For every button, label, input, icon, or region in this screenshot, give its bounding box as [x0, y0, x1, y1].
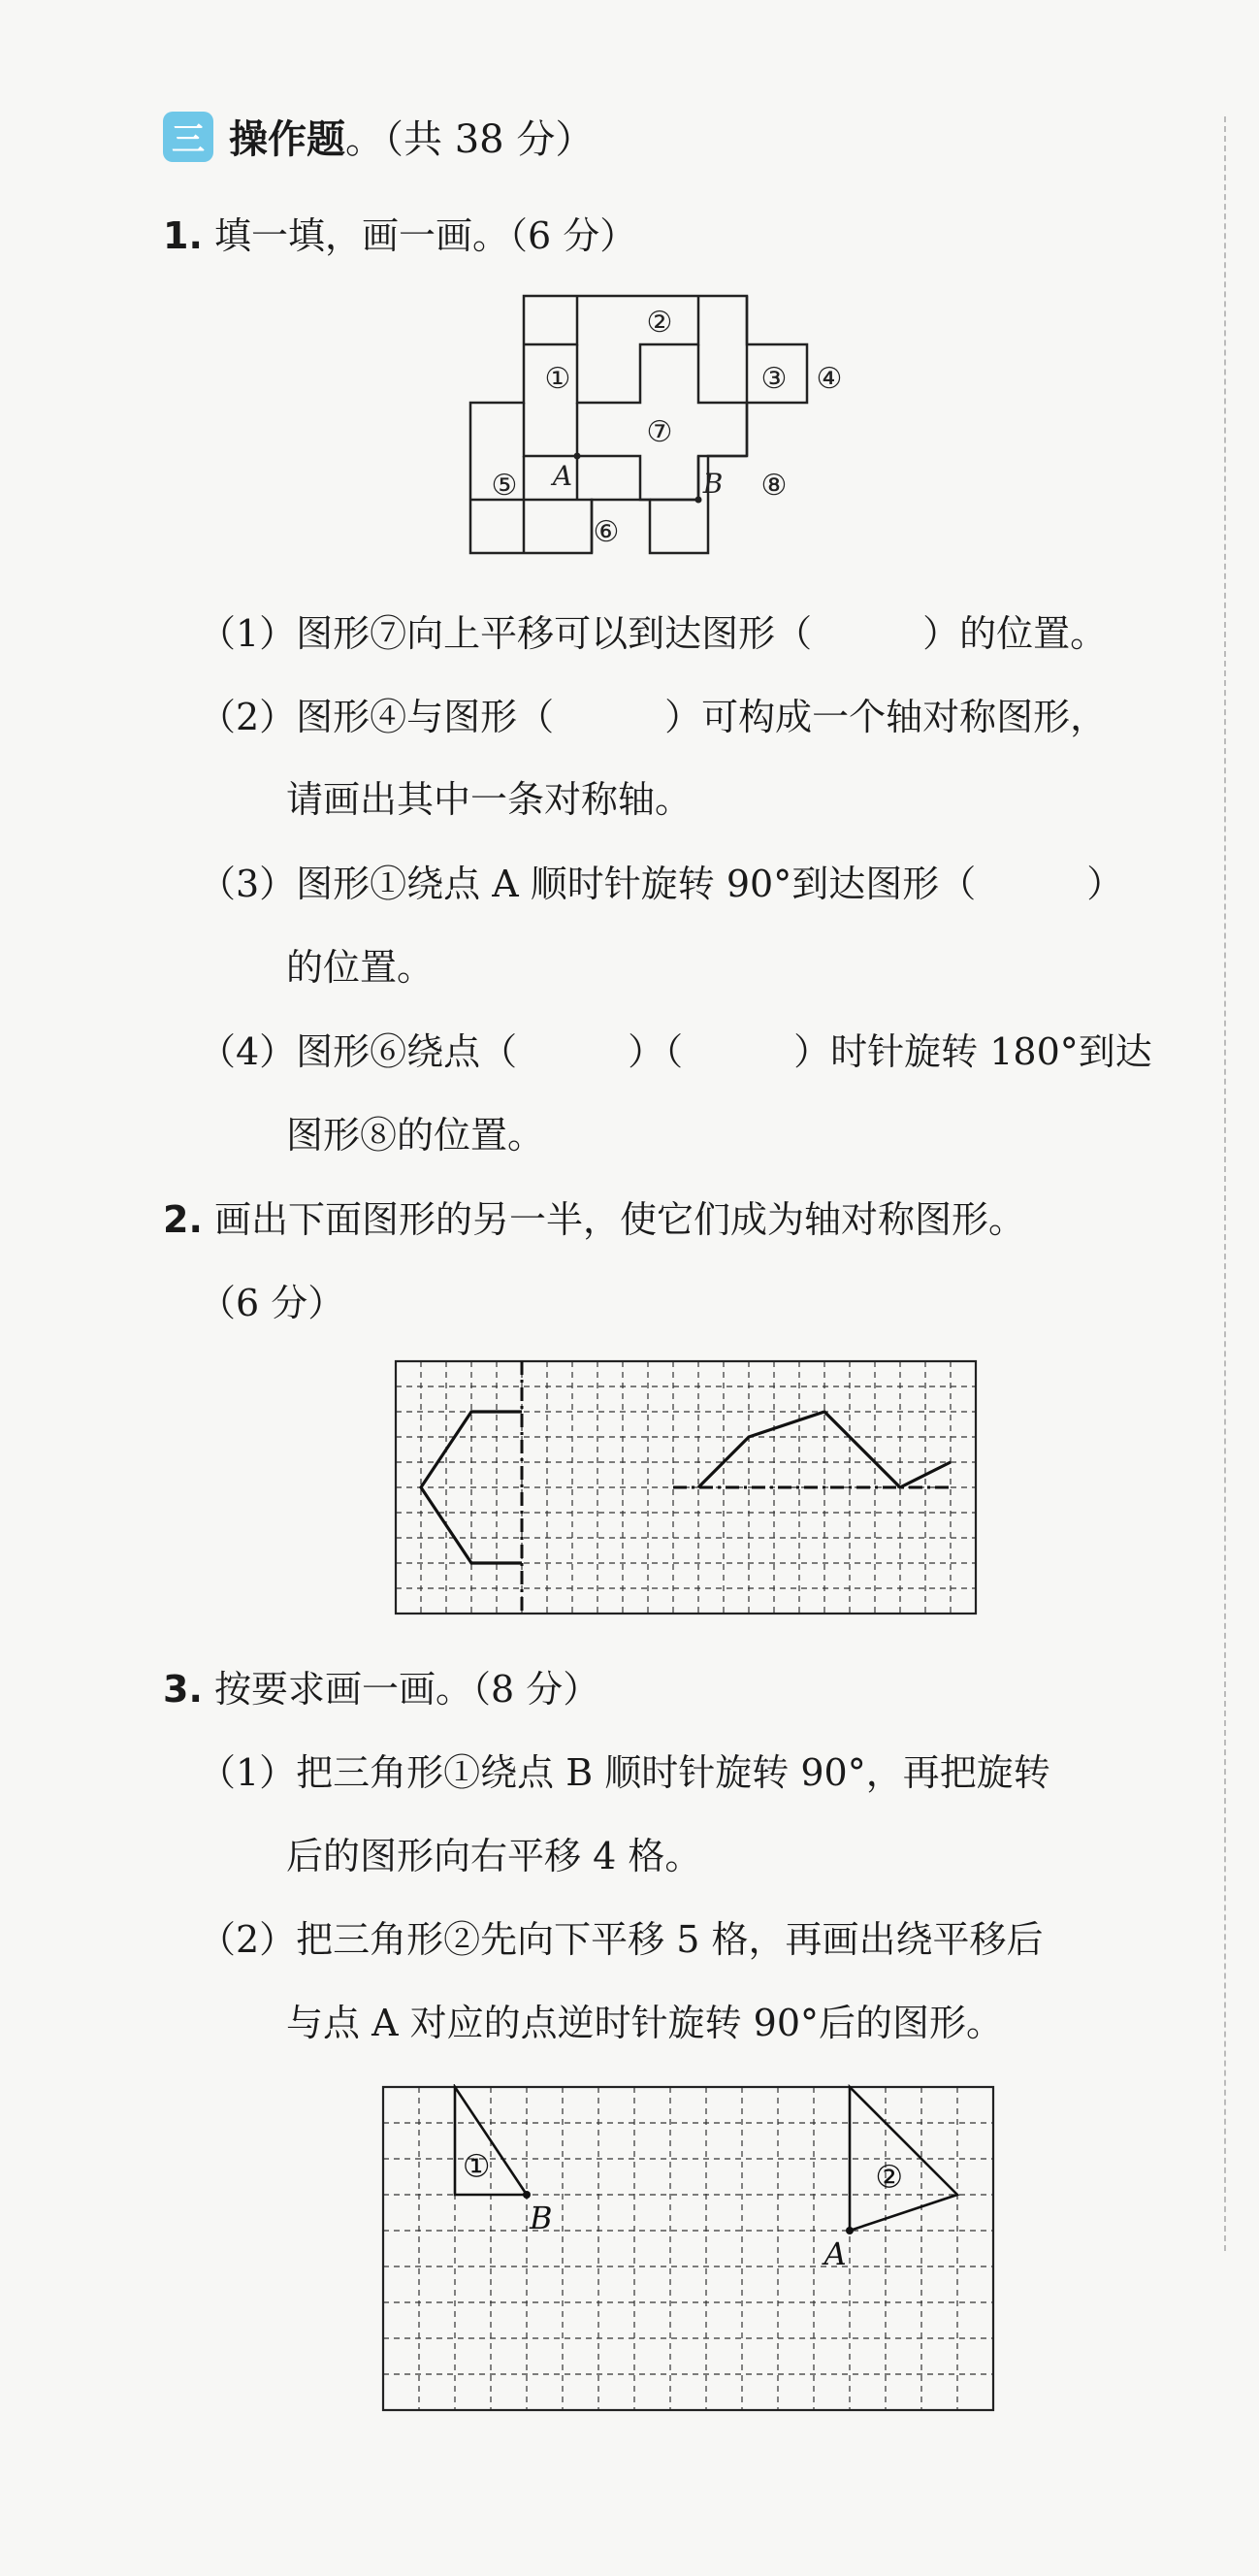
q3-gridlines	[383, 2087, 993, 2410]
question-1-text: 填一填，画一画。（6 分）	[213, 214, 637, 257]
margin-rule	[1224, 116, 1226, 2251]
q2-grid-figure	[393, 1358, 986, 1620]
shape-5-label: ⑤	[491, 469, 518, 503]
q3-point-a-label: A	[823, 2235, 847, 2273]
q1-item-3-cont: 的位置。	[286, 946, 435, 989]
section-header	[163, 109, 594, 164]
q3-item-1: （1）把三角形①绕点 B 顺时针旋转 90°，再把旋转	[199, 1751, 1050, 1794]
point-a-dot	[574, 453, 581, 460]
q1-item-4-cont: 图形⑧的位置。	[286, 1114, 545, 1157]
q1-item-3: （3）图形①绕点 A 顺时针旋转 90°到达图形（ ）	[199, 863, 1124, 905]
question-3-number: 3.	[163, 1668, 203, 1711]
q3-item-1-cont: 后的图形向右平移 4 格。	[286, 1835, 702, 1877]
section-points: 。（共 38 分）	[345, 117, 595, 162]
q1-item-2-cont: 请画出其中一条对称轴。	[286, 778, 693, 821]
shape-1-label: ①	[544, 362, 571, 396]
question-2-points: （6 分）	[199, 1282, 345, 1324]
question-1-number: 1.	[163, 214, 203, 257]
point-b-label: B	[702, 468, 724, 500]
q1-item-1: （1）图形⑦向上平移可以到达图形（ ）的位置。	[199, 612, 1108, 655]
q3-point-b-label: B	[530, 2200, 553, 2237]
q3-item-2-cont: 与点 A 对应的点逆时针旋转 90°后的图形。	[286, 2002, 1004, 2044]
question-1	[163, 206, 636, 259]
q3-point-b-dot	[523, 2191, 531, 2199]
shape-6-label: ⑥	[593, 515, 620, 549]
q3-border	[383, 2087, 993, 2410]
point-b-dot	[695, 497, 702, 504]
q3-point-a-dot	[846, 2227, 854, 2234]
q1-tile-figure	[466, 291, 912, 572]
q1-item-4: （4）图形⑥绕点（ ）（ ）时针旋转 180°到达	[199, 1030, 1152, 1073]
shape-3-label: ③	[760, 362, 788, 396]
shape-7-label: ⑦	[646, 415, 673, 449]
question-2-text: 画出下面图形的另一半，使它们成为轴对称图形。	[213, 1198, 1025, 1241]
question-3	[163, 1659, 599, 1712]
question-3-text: 按要求画一画。（8 分）	[213, 1668, 600, 1711]
shape-2-label: ②	[646, 306, 673, 340]
section-badge: 三	[163, 112, 213, 162]
q3-grid-figure	[380, 2084, 1001, 2414]
shape-4-label: ④	[816, 362, 843, 396]
q3-item-2: （2）把三角形②先向下平移 5 格，再画出绕平移后	[199, 1918, 1044, 1961]
q1-item-2: （2）图形④与图形（ ）可构成一个轴对称图形，	[199, 696, 1108, 738]
point-a-label: A	[552, 460, 573, 492]
q3-triangle-1-label: ①	[462, 2147, 491, 2185]
q3-triangle-2-label: ②	[875, 2158, 904, 2196]
shape-8-label: ⑧	[760, 469, 788, 503]
question-2-number: 2.	[163, 1198, 203, 1241]
question-2	[163, 1190, 1025, 1243]
figure-outline	[470, 296, 807, 553]
section-title: 操作题	[229, 117, 345, 162]
